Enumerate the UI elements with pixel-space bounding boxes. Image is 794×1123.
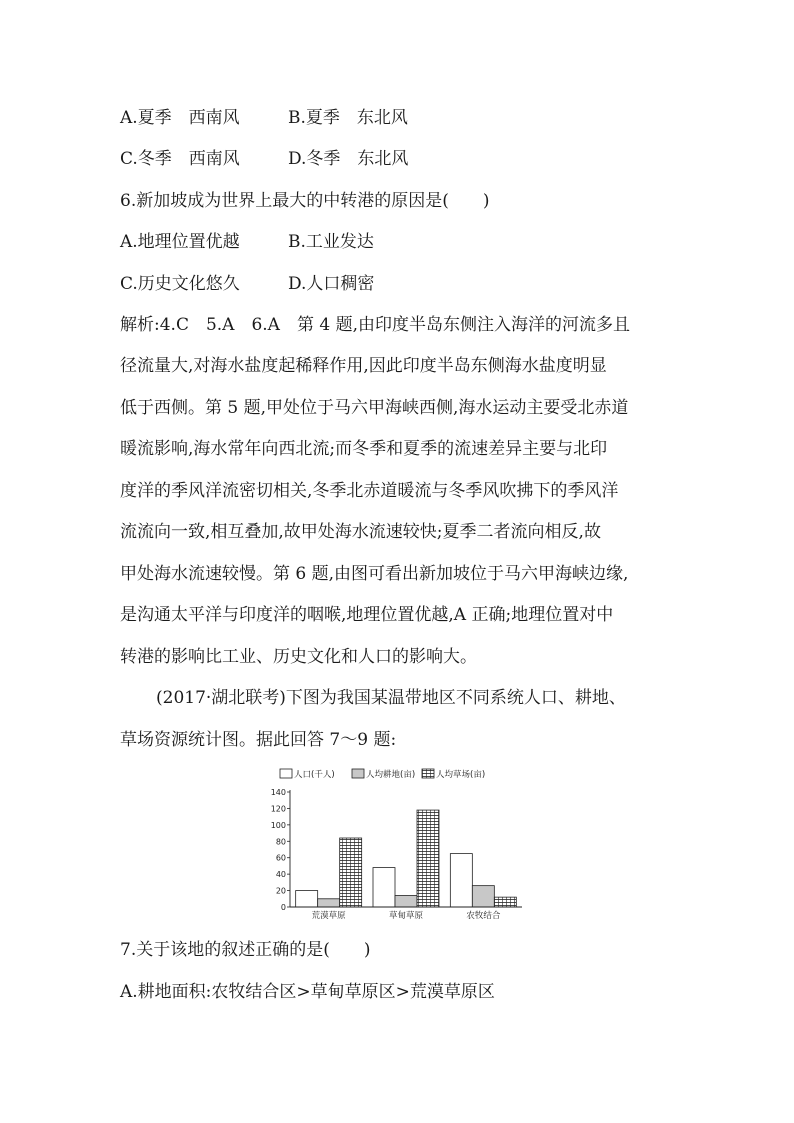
analysis-line-7: 甲处海水流速较慢。第 6 题,由图可看出新加坡位于马六甲海峡边缘, [120,564,629,584]
y-tick-label: 80 [275,837,286,847]
chart-legend [280,769,485,780]
x-category-label: 农牧结合 [466,911,501,921]
grassland-bar [417,810,439,907]
population-bar [296,891,318,907]
q7-stem: 7.关于该地的叙述正确的是( ) [120,940,371,960]
farmland-bar [472,886,494,907]
x-category-label: 荒漠草原 [311,911,346,921]
y-tick-label: 20 [275,886,286,896]
q5-option-b: B.夏季 东北风 [288,108,408,128]
population-bar [450,854,472,907]
legend-label-population: 人口(千人) [294,770,335,780]
q6-option-b: B.工业发达 [288,232,374,252]
farmland-bar [395,896,417,908]
y-tick-label: 100 [270,820,286,830]
legend-swatch-grassland [422,769,434,778]
q6-options-row2 [120,272,374,296]
y-axis-ticks [271,788,286,912]
analysis-line-2: 径流量大,对海水盐度起稀释作用,因此印度半岛东侧海水盐度明显 [120,356,607,376]
intro-line-1: (2017·湖北联考)下图为我国某温带地区不同系统人口、耕地、 [156,688,626,708]
chart-bars [296,810,517,907]
q7-option-a: A.耕地面积:农牧结合区>草甸草原区>荒漠草原区 [120,982,495,1002]
grassland-bar [340,838,362,907]
q5-options-row2 [120,147,408,171]
legend-swatch-population [280,769,292,778]
q5-options-row1 [120,106,408,130]
resource-bar-chart [258,764,528,924]
y-tick-label: 140 [270,788,286,797]
analysis-line-3: 低于西侧。第 5 题,甲处位于马六甲海峡西侧,海水运动主要受北赤道 [120,398,629,418]
q5-option-d: D.冬季 东北风 [288,149,409,169]
analysis-line-5: 度洋的季风洋流密切相关,冬季北赤道暖流与冬季风吹拂下的季风洋 [120,481,619,501]
y-tick-label: 40 [275,870,286,880]
q6-stem: 6.新加坡成为世界上最大的中转港的原因是( ) [120,191,490,211]
legend-label-grassland: 人均草场(亩) [436,770,486,780]
legend-label-farmland: 人均耕地(亩) [366,770,416,780]
y-tick-label: 60 [275,853,286,863]
q6-option-c: C.历史文化悠久 [120,274,240,294]
q5-option-a: A.夏季 西南风 [120,108,240,128]
analysis-line-8: 是沟通太平洋与印度洋的咽喉,地理位置优越,A 正确;地理位置对中 [120,605,614,625]
farmland-bar [318,899,340,907]
x-axis-labels [312,910,501,921]
chart-svg [258,764,528,924]
q5-option-c: C.冬季 西南风 [120,149,240,169]
q6-option-d: D.人口稠密 [288,274,375,294]
analysis-line-9: 转港的影响比工业、历史文化和人口的影响大。 [120,647,477,667]
analysis-line-1: 解析:4.C 5.A 6.A 第 4 题,由印度半岛东侧注入海洋的河流多且 [120,315,630,335]
population-bar [373,868,395,907]
legend-swatch-farmland [352,769,364,778]
y-tick-label: 120 [270,804,286,814]
y-tick-label: 0 [280,903,286,912]
q6-option-a: A.地理位置优越 [120,232,240,252]
q6-options-row1 [120,230,374,254]
analysis-line-6: 流流向一致,相互叠加,故甲处海水流速较快;夏季二者流向相反,故 [120,522,601,542]
analysis-line-4: 暖流影响,海水常年向西北流;而冬季和夏季的流速差异主要与北印 [120,439,608,459]
grassland-bar [494,897,516,907]
x-category-label: 草甸草原 [388,911,424,921]
intro-line-2: 草场资源统计图。据此回答 7～9 题: [120,730,397,750]
